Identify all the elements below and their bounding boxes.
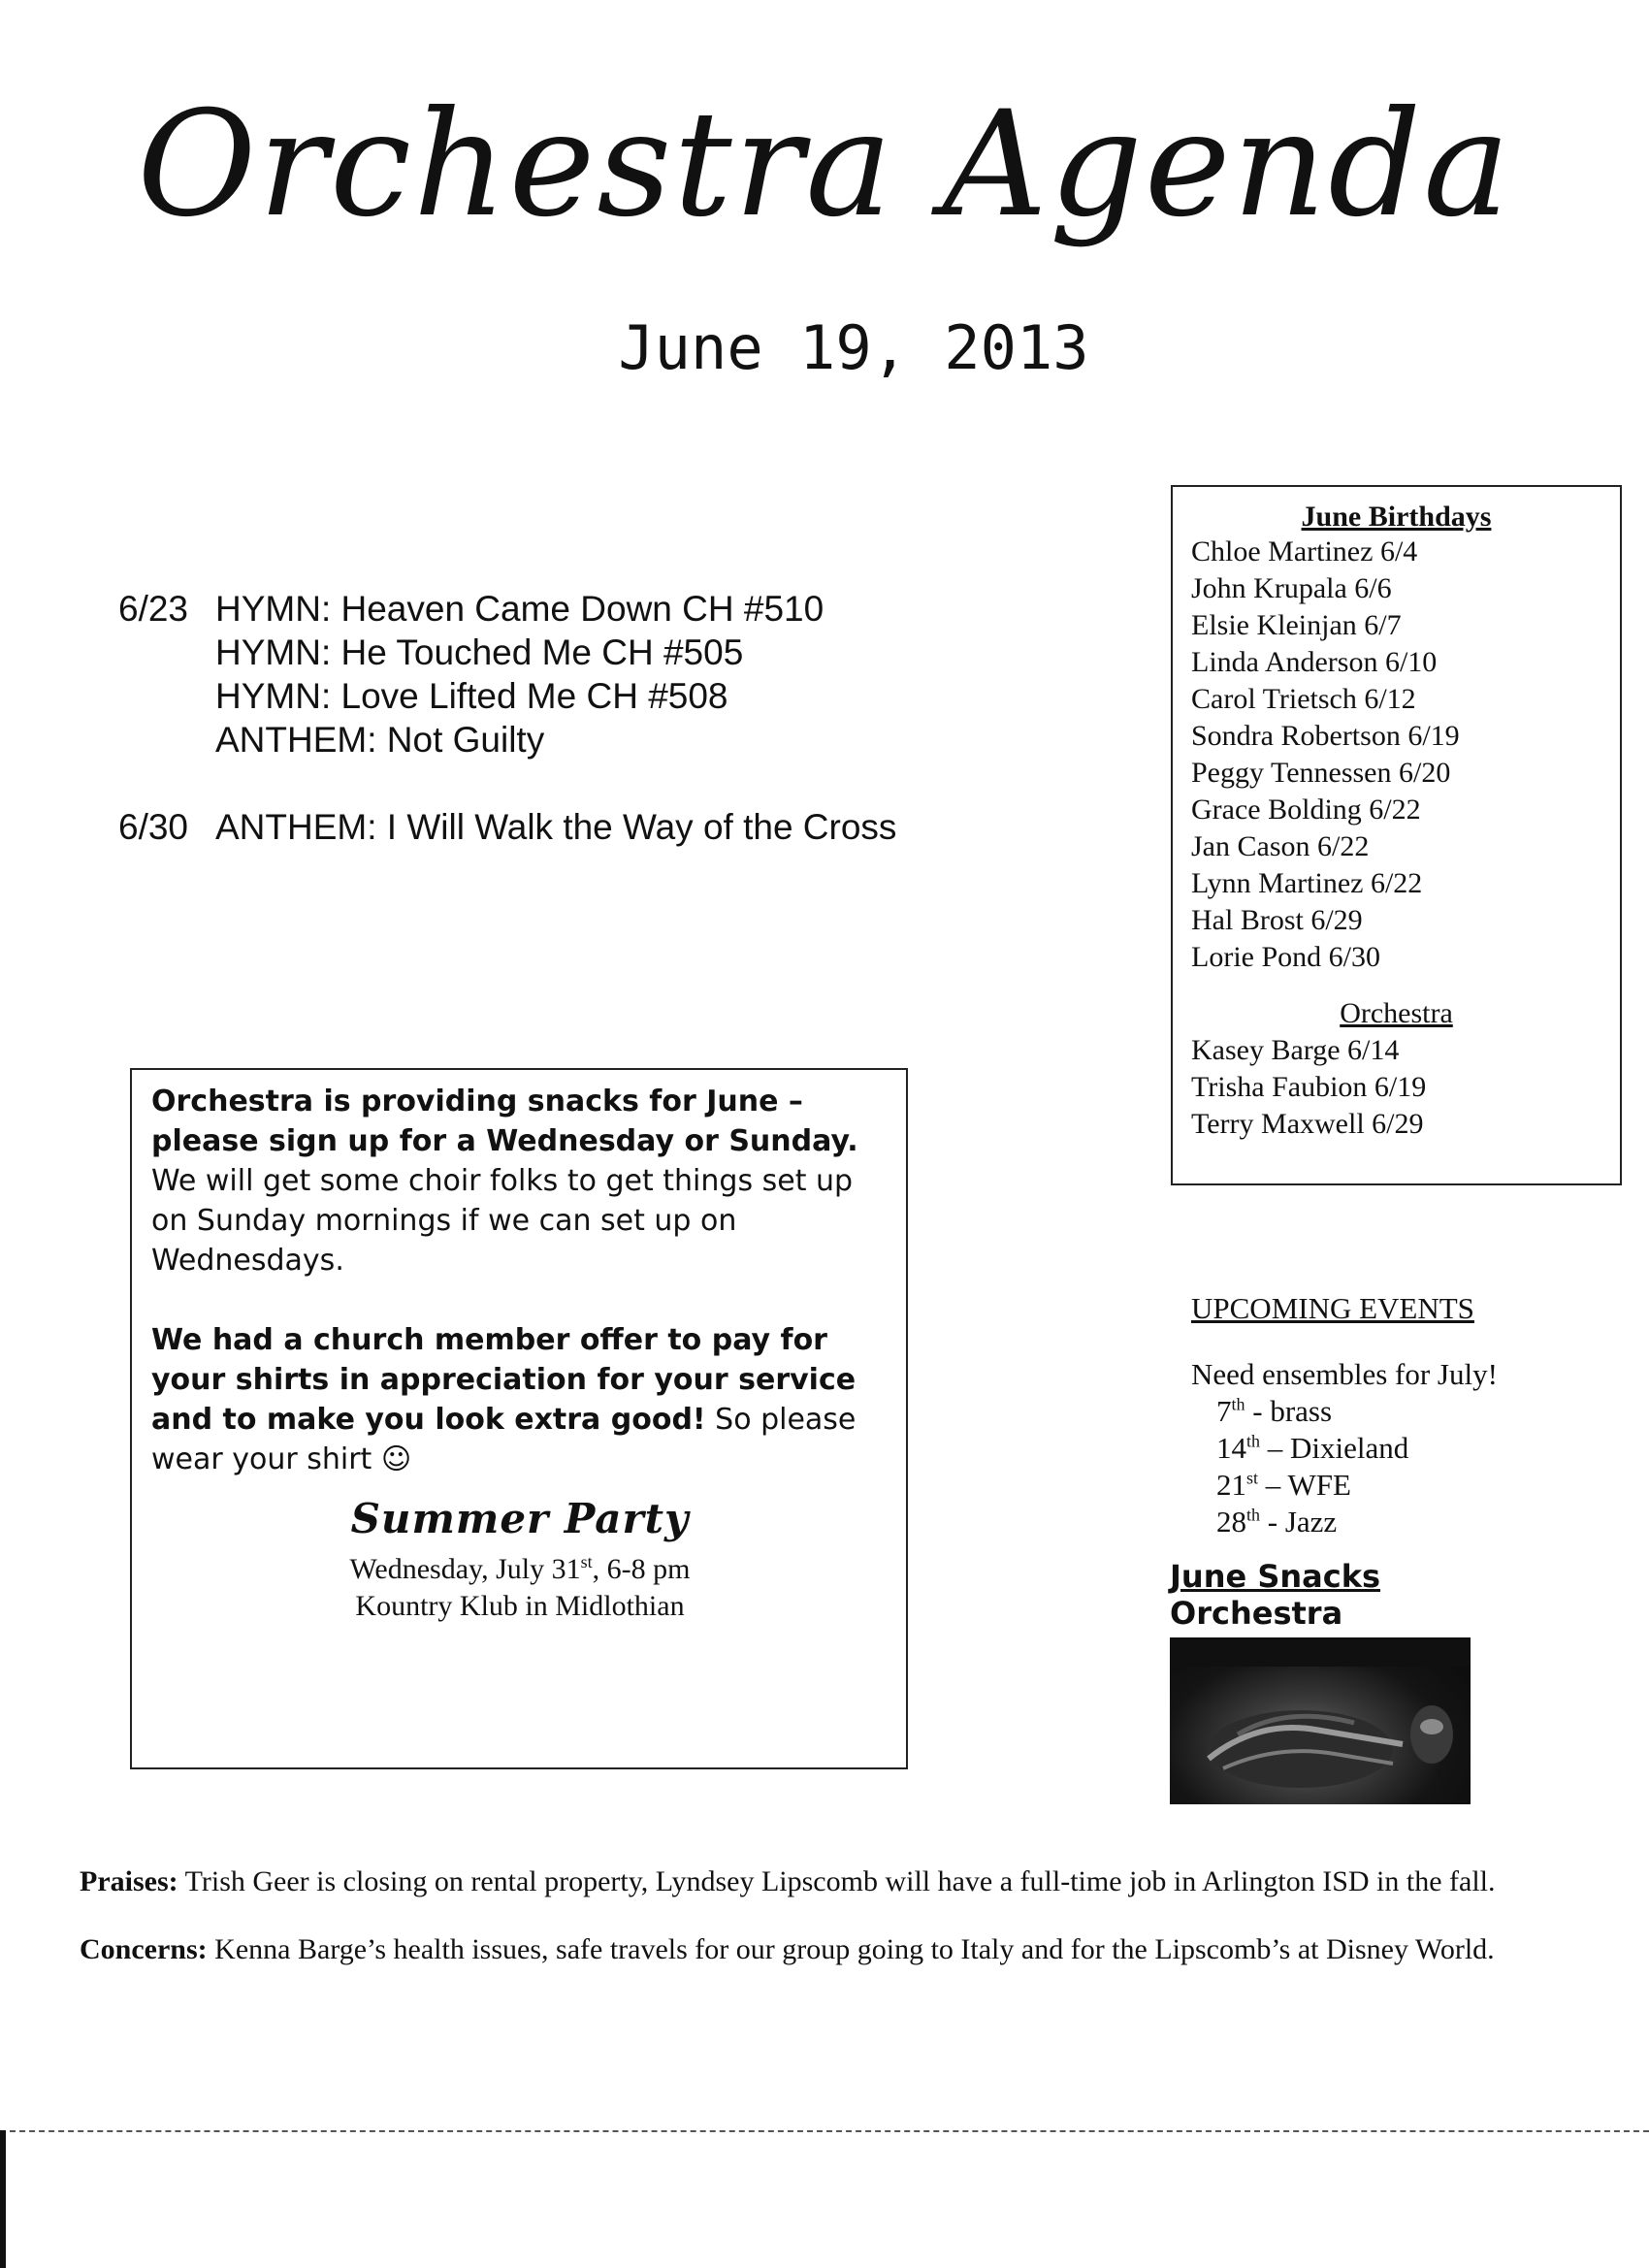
schedule-item <box>118 674 896 718</box>
concerns-label: Concerns: <box>80 1933 208 1965</box>
birthday-entry: Chloe Martinez 6/4 <box>1191 535 1418 567</box>
birthday-entry: Jan Cason 6/22 <box>1191 830 1370 862</box>
june-snacks <box>1170 1558 1380 1632</box>
birthdays-list <box>1173 534 1620 976</box>
birthday-entry: Peggy Tennessen 6/20 <box>1191 757 1451 789</box>
birthday-entry: Lorie Pond 6/30 <box>1191 941 1380 973</box>
birthday-entry: Terry Maxwell 6/29 <box>1191 1108 1424 1140</box>
concerns-paragraph <box>80 1930 1593 1969</box>
summer-party-location: Kountry Klub in Midlothian <box>355 1590 685 1622</box>
party-time: , 6-8 pm <box>592 1553 691 1585</box>
birthday-entry: Kasey Barge 6/14 <box>1191 1034 1400 1066</box>
concerns-text: Kenna Barge’s health issues, safe travels for our group going to Italy and for the Lipscomb’s at Disney World. <box>207 1933 1495 1965</box>
event-day: 21 <box>1216 1468 1246 1502</box>
event-item <box>1216 1467 1498 1504</box>
service-schedule <box>118 587 896 849</box>
schedule-item <box>118 718 896 761</box>
event-text: – Dixieland <box>1260 1431 1409 1465</box>
schedule-item <box>118 587 896 631</box>
scan-edge <box>0 2130 6 2268</box>
shirts-detail: So please wear your shirt ☺ <box>151 1403 857 1476</box>
event-day-suffix: st <box>1246 1468 1259 1488</box>
schedule-text: HYMN: Love Lifted Me CH #508 <box>215 676 728 716</box>
events-list <box>1191 1393 1498 1540</box>
praises-paragraph <box>80 1863 1593 1901</box>
party-day: Wednesday, July 31 <box>349 1553 581 1585</box>
event-item <box>1216 1504 1498 1540</box>
summer-party-title: Summer Party <box>350 1495 690 1542</box>
june-snacks-heading: June Snacks <box>1170 1558 1381 1595</box>
event-day: 14 <box>1216 1431 1246 1465</box>
birthday-entry: Lynn Martinez 6/22 <box>1191 867 1423 899</box>
orchestra-birthdays-list <box>1173 1032 1620 1143</box>
schedule-date <box>118 631 215 674</box>
birthday-entry: Sondra Robertson 6/19 <box>1191 720 1460 752</box>
event-day: 7 <box>1216 1394 1232 1428</box>
birthday-entry: Linda Anderson 6/10 <box>1191 646 1438 678</box>
party-day-suffix: st <box>580 1552 593 1571</box>
event-day-suffix: th <box>1246 1431 1261 1451</box>
shirts-paragraph <box>151 1320 889 1479</box>
june-snacks-group: Orchestra <box>1170 1595 1343 1632</box>
birthday-entry: Elsie Kleinjan 6/7 <box>1191 609 1402 641</box>
event-day-suffix: th <box>1231 1394 1245 1414</box>
praises-text: Trish Geer is closing on rental property, Lyndsey Lipscomb will have a full-time job in Arlington ISD in the fall. <box>178 1865 1496 1897</box>
events-intro: Need ensembles for July! <box>1191 1357 1498 1391</box>
schedule-item <box>118 805 896 849</box>
event-text: – WFE <box>1258 1468 1351 1502</box>
snacks-photo <box>1170 1637 1471 1804</box>
birthday-entry: Grace Bolding 6/22 <box>1191 794 1421 826</box>
praises-label: Praises: <box>80 1865 178 1897</box>
snacks-paragraph <box>151 1082 889 1280</box>
agenda-date: June 19, 2013 <box>618 312 1089 383</box>
event-item <box>1216 1430 1498 1467</box>
birthday-entry: Hal Brost 6/29 <box>1191 904 1363 936</box>
schedule-date: 6/23 <box>118 589 189 629</box>
snacks-photo-image <box>1170 1637 1471 1804</box>
schedule-text: ANTHEM: Not Guilty <box>215 720 545 760</box>
upcoming-events <box>1191 1290 1498 1540</box>
event-text: - Jazz <box>1260 1505 1338 1539</box>
snacks-emphasis: Orchestra is providing snacks for June – please sign up for a Wednesday or Sunday. <box>151 1085 858 1158</box>
schedule-text: ANTHEM: I Will Walk the Way of the Cross <box>215 807 897 847</box>
event-text: - brass <box>1245 1394 1333 1428</box>
page-title: Orchestra Agenda <box>137 81 1512 249</box>
event-day: 28 <box>1216 1505 1246 1539</box>
summer-party-date <box>151 1543 889 1588</box>
birthday-entry: John Krupala 6/6 <box>1191 572 1392 604</box>
schedule-text: HYMN: He Touched Me CH #505 <box>215 632 744 672</box>
event-day-suffix: th <box>1246 1505 1261 1525</box>
event-item <box>1216 1393 1498 1430</box>
snacks-notice-box <box>130 1068 908 1769</box>
snacks-detail: We will get some choir folks to get things set up on Sunday mornings if we can set up on Wednesdays. <box>151 1164 854 1278</box>
birthday-entry: Trisha Faubion 6/19 <box>1191 1071 1427 1103</box>
schedule-item <box>118 631 896 674</box>
prayer-notes <box>80 1863 1593 1969</box>
birthdays-box <box>1171 485 1622 1185</box>
schedule-date <box>118 718 215 761</box>
schedule-date <box>118 674 215 718</box>
birthday-entry: Carol Trietsch 6/12 <box>1191 683 1416 715</box>
schedule-text: HYMN: Heaven Came Down CH #510 <box>215 589 824 629</box>
birthdays-heading: June Birthdays <box>1301 501 1492 533</box>
events-heading: UPCOMING EVENTS <box>1191 1291 1474 1325</box>
schedule-date: 6/30 <box>118 807 189 847</box>
orchestra-birthdays-heading: Orchestra <box>1340 997 1453 1029</box>
shirts-emphasis: We had a church member offer to pay for your shirts in appreciation for your service and to make you look extra good! <box>151 1323 857 1437</box>
schedule-spacer <box>118 761 896 805</box>
page-divider <box>0 2130 1649 2134</box>
